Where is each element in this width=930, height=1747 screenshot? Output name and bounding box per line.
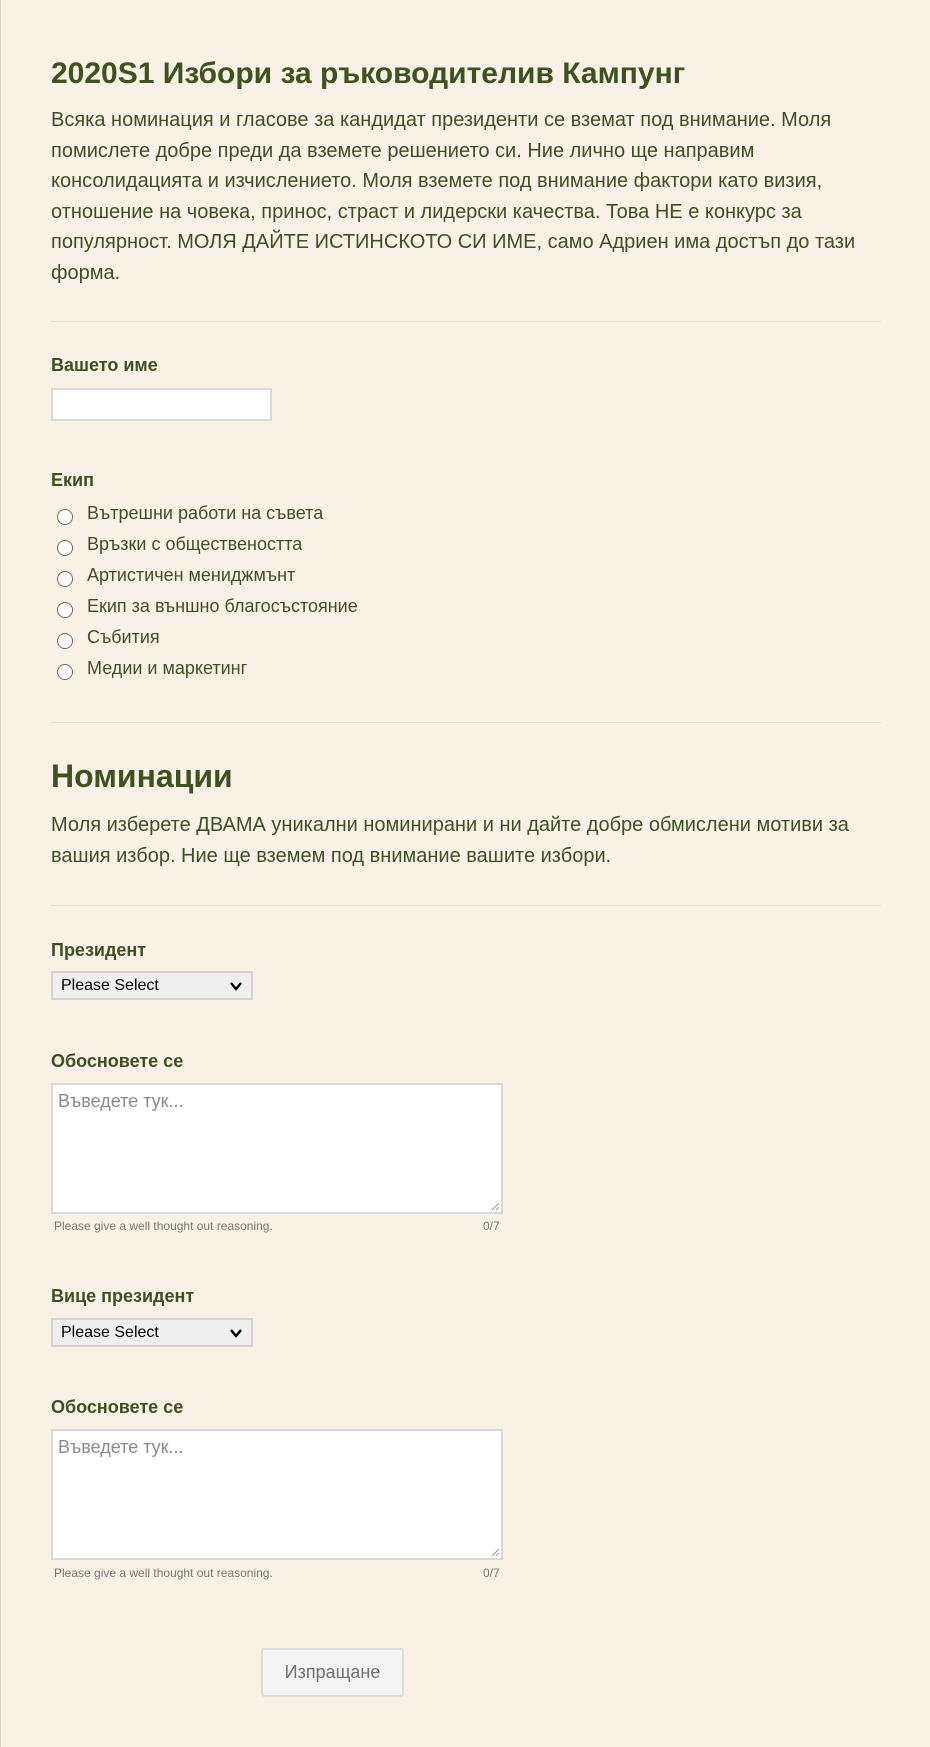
team-option[interactable]: [57, 622, 358, 653]
form-intro: Всяка номинация и гласове за кандидат президенти се вземат под внимание. Моля помислете добре преди да вземете решението си. Ние лично ще направим консолидацията и изчислението. Моля вземете под внимание фактори като визия, отношение на човека, принос, страст и лидерски качества. Това НЕ е конкурс за популярност. МОЛЯ ДАЙТЕ ИСТИНСКОТО СИ ИМЕ, само Адриен има достъп до тази форма.: [51, 109, 856, 284]
team-option-label: Събития: [87, 627, 160, 647]
president-reason-box: [51, 1083, 503, 1214]
divider: [51, 905, 881, 906]
vice-president-reason-textarea[interactable]: [53, 1431, 501, 1558]
vice-president-reason-hint: Please give a well thought out reasoning.: [54, 1566, 273, 1580]
vice-president-reason-label: Обосновете се: [51, 1397, 184, 1417]
vice-president-label: Вице президент: [51, 1286, 195, 1306]
team-option[interactable]: [57, 560, 358, 591]
divider: [51, 722, 881, 723]
team-option[interactable]: [57, 653, 358, 684]
radio-button[interactable]: [57, 540, 73, 556]
chevron-down-icon: [229, 979, 243, 993]
radio-button[interactable]: [57, 664, 73, 680]
team-option-label: Екип за външно благосъстояние: [87, 596, 358, 616]
president-select-value: Please Select: [61, 977, 159, 994]
radio-button[interactable]: [57, 509, 73, 525]
nominations-heading: Номинации: [51, 758, 233, 794]
president-select[interactable]: [51, 971, 253, 1000]
submit-button[interactable]: Изпращане: [261, 1648, 404, 1697]
president-label: Президент: [51, 940, 147, 960]
president-reason-hint: Please give a well thought out reasoning.: [54, 1219, 273, 1233]
team-label: Екип: [51, 470, 94, 490]
vice-president-reason-counter: 0/7: [483, 1566, 500, 1580]
radio-button[interactable]: [57, 602, 73, 618]
name-label: Вашето име: [51, 355, 158, 375]
team-option-label: Вътрешни работи на съвета: [87, 503, 324, 523]
president-reason-counter: 0/7: [483, 1219, 500, 1233]
nominations-text: Моля изберете ДВАМА уникални номинирани и ни дайте добре обмислени мотиви за вашия избор. Ние ще вземем под внимание вашите избори.: [51, 814, 849, 867]
team-radio-group: [57, 498, 358, 684]
team-option-label: Връзки с обществеността: [87, 534, 303, 554]
radio-button[interactable]: [57, 571, 73, 587]
team-option[interactable]: [57, 498, 358, 529]
form-title: 2020S1 Избори за ръководителив Кампунг: [51, 57, 686, 90]
name-input[interactable]: [51, 388, 272, 421]
vice-president-select[interactable]: [51, 1318, 253, 1347]
resize-handle-icon[interactable]: [490, 1547, 500, 1557]
vice-president-select-value: Please Select: [61, 1324, 159, 1341]
president-reason-label: Обосновете се: [51, 1051, 184, 1071]
divider: [51, 321, 881, 322]
team-option-label: Медии и маркетинг: [87, 658, 248, 678]
team-option[interactable]: [57, 529, 358, 560]
team-option[interactable]: [57, 591, 358, 622]
resize-handle-icon[interactable]: [490, 1201, 500, 1211]
team-option-label: Артистичен мениджмънт: [87, 565, 296, 585]
chevron-down-icon: [229, 1326, 243, 1340]
president-reason-textarea[interactable]: [53, 1085, 501, 1212]
radio-button[interactable]: [57, 633, 73, 649]
vice-president-reason-box: [51, 1429, 503, 1560]
